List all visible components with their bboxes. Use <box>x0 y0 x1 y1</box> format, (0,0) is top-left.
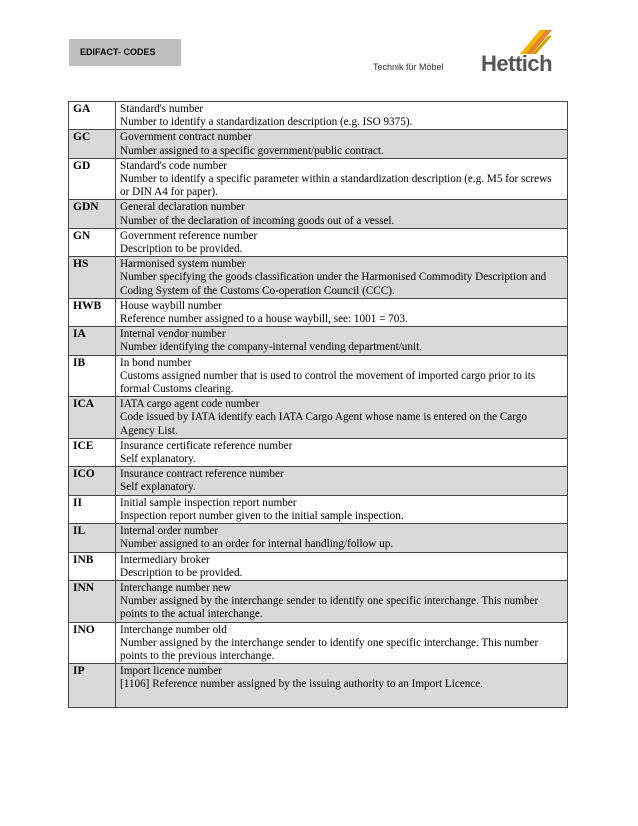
table-row <box>69 102 568 130</box>
code-cell: INO <box>69 622 116 664</box>
code-name: Standard's code number <box>120 159 228 172</box>
code-description: Reference number assigned to a house waybill, see: 1001 = 703. <box>120 313 408 326</box>
table-row <box>69 467 568 495</box>
code-cell: HS <box>69 257 116 299</box>
code-name: Insurance certificate reference number <box>120 439 293 452</box>
code-cell: ICA <box>69 397 116 439</box>
code-cell: HWB <box>69 298 116 326</box>
code-name: Import licence number <box>120 665 222 678</box>
code-description: Customs assigned number that is used to control the movement of imported cargo prior to its formal Customs clearing. <box>120 369 536 396</box>
description-cell <box>116 257 568 299</box>
table-row <box>69 664 568 708</box>
code-cell: GA <box>69 102 116 130</box>
table-row <box>69 355 568 397</box>
code-description: Number to identify a standardization description (e.g. ISO 9375). <box>120 116 413 129</box>
code-description: Number assigned to a specific government/public contract. <box>120 144 384 157</box>
description-cell <box>116 102 568 130</box>
code-name: In bond number <box>120 356 192 369</box>
code-cell: IA <box>69 327 116 355</box>
code-description: Number assigned to an order for internal handling/follow up. <box>120 538 394 551</box>
code-description: Number specifying the goods classification under the Harmonised Commodity Description and Coding System of the Customs Co-operation Council (CCC). <box>120 271 547 297</box>
brand-name: Hettich <box>481 51 553 76</box>
code-description: Self explanatory. <box>120 453 196 466</box>
code-name: Internal order number <box>120 525 219 538</box>
code-description: Number to identify a specific parameter within a standardization description (e.g. M5 for screws or DIN A4 for paper). <box>120 173 552 199</box>
description-cell <box>116 664 568 708</box>
codes-table <box>68 101 568 708</box>
code-cell: ICO <box>69 467 116 495</box>
table-row <box>69 228 568 256</box>
table-row <box>69 257 568 299</box>
code-cell: IP <box>69 664 116 708</box>
table-row <box>69 524 568 552</box>
description-cell <box>116 228 568 256</box>
description-cell <box>116 200 568 228</box>
code-name: Harmonised system number <box>120 258 246 271</box>
code-cell: GN <box>69 228 116 256</box>
description-cell <box>116 397 568 439</box>
code-cell: GD <box>69 158 116 200</box>
description-cell <box>116 130 568 158</box>
code-cell: IB <box>69 355 116 397</box>
code-name: House waybill number <box>120 299 222 312</box>
description-cell <box>116 158 568 200</box>
document-title: EDIFACT- CODES <box>69 39 181 66</box>
code-cell: II <box>69 495 116 523</box>
table-row <box>69 397 568 439</box>
code-description: Number assigned by the interchange sender to identify one specific interchange. This number points to the previous interchange. <box>120 636 539 662</box>
code-description: Description to be provided. <box>120 566 243 579</box>
table-row <box>69 298 568 326</box>
code-description: Self explanatory. <box>120 481 196 494</box>
table-row <box>69 438 568 466</box>
code-description: Inspection report number given to the initial sample inspection. <box>120 509 404 522</box>
code-name: Insurance contract reference number <box>120 468 284 481</box>
table-row <box>69 622 568 664</box>
code-cell: IL <box>69 524 116 552</box>
code-cell: GC <box>69 130 116 158</box>
description-cell <box>116 355 568 397</box>
hettich-logo-icon <box>518 24 552 54</box>
description-cell <box>116 298 568 326</box>
code-name: Standard's number <box>120 103 204 115</box>
code-name: Interchange number old <box>120 623 227 636</box>
description-cell <box>116 552 568 580</box>
code-description: Code issued by IATA identify each IATA Cargo Agent whose name is entered on the Cargo Agency List. <box>120 411 527 437</box>
brand-tagline: Technik für Möbel <box>373 62 444 72</box>
table-row <box>69 327 568 355</box>
description-cell <box>116 438 568 466</box>
table-row <box>69 552 568 580</box>
code-name: Government contract number <box>120 131 252 144</box>
code-description: Number of the declaration of incoming goods out of a vessel. <box>120 214 395 227</box>
table-row <box>69 200 568 228</box>
code-description: [1106] Reference number assigned by the issuing authority to an Import Licence. <box>120 678 484 691</box>
code-cell: INB <box>69 552 116 580</box>
code-name: Government reference number <box>120 229 258 242</box>
code-name: General declaration number <box>120 201 245 214</box>
code-name: Internal vendor number <box>120 328 226 341</box>
table-row <box>69 130 568 158</box>
code-name: Intermediary broker <box>120 553 210 566</box>
description-cell <box>116 467 568 495</box>
table-row <box>69 495 568 523</box>
code-description: Number identifying the company-internal vending department/unit. <box>120 341 422 354</box>
code-description: Description to be provided. <box>120 243 243 256</box>
description-cell <box>116 524 568 552</box>
code-cell: INN <box>69 580 116 622</box>
code-name: Interchange number new <box>120 581 232 594</box>
table-row <box>69 580 568 622</box>
description-cell <box>116 327 568 355</box>
code-description: Number assigned by the interchange sender to identify one specific interchange. This number points to the actual interchange. <box>120 595 539 621</box>
description-cell <box>116 580 568 622</box>
code-name: Initial sample inspection report number <box>120 496 297 509</box>
table-row <box>69 158 568 200</box>
description-cell <box>116 495 568 523</box>
code-cell: GDN <box>69 200 116 228</box>
code-name: IATA cargo agent code number <box>120 398 260 411</box>
description-cell <box>116 622 568 664</box>
code-cell: ICE <box>69 438 116 466</box>
